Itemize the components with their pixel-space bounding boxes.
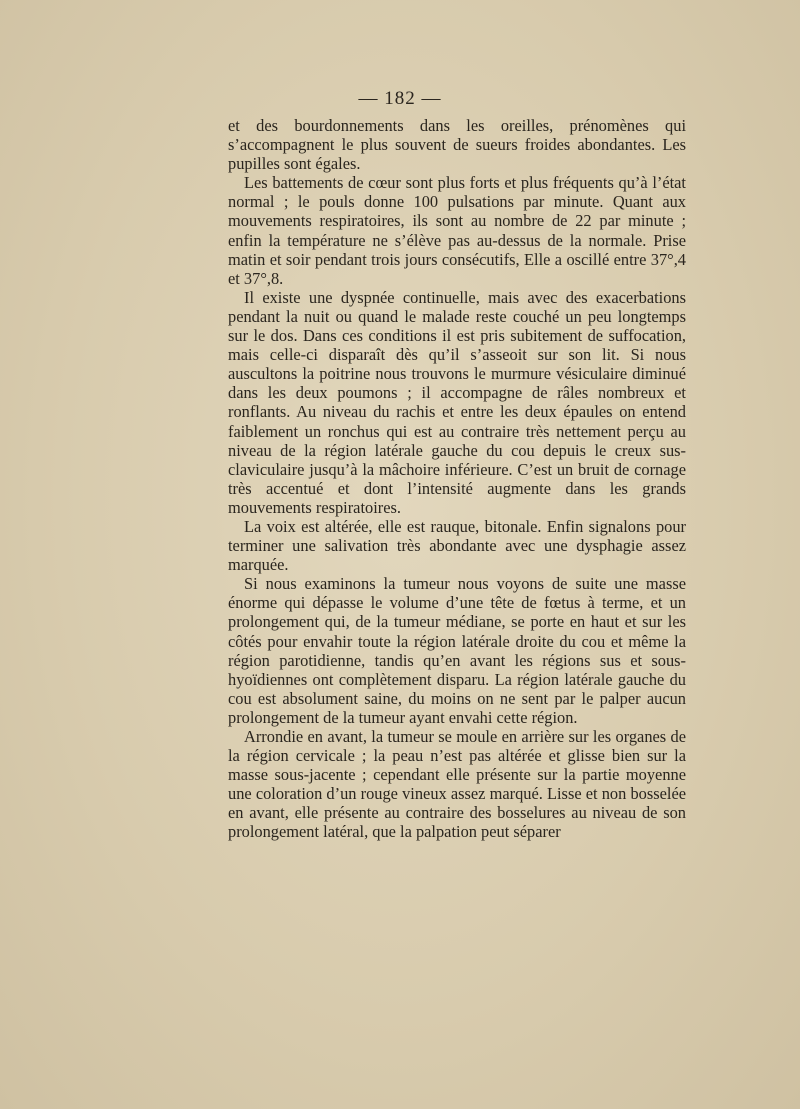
paragraph: Arrondie en avant, la tumeur se moule en arrière sur les organes de la région cervicale ; la peau n’est pas altérée et glisse bien sur la masse sous-jacente ; cependant elle présente sur la partie moyenne une coloration d’un rouge vineux assez marqué. Lisse et non bosselée en avant, elle présente au contraire des bosselures au niveau de son prolongement latéral, que la palpation peut séparer [228,727,686,842]
paragraph: Les battements de cœur sont plus forts et plus fréquents qu’à l’état normal ; le pouls donne 100 pulsations par minute. Quant aux mouvements respiratoires, ils sont au nombre de 22 par minute ; enfin la température ne s’élève pas au-dessus de la normale. Prise matin et soir pendant trois jours consécutifs, Elle a oscillé entre 37°,4 et 37°,8. [228,173,686,288]
body-text [228,116,686,842]
paragraph: Si nous examinons la tumeur nous voyons de suite une masse énorme qui dépasse le volume d’une tête de fœtus à terme, et un prolongement qui, de la tumeur médiane, se porte en haut et sur les côtés pour envahir toute la région latérale droite du cou et même la région parotidienne, tandis qu’en avant les régions sus et sous-hyoïdiennes ont complètement disparu. La région latérale gauche du cou est absolument saine, du moins on ne sent par le palper aucun prolongement de la tumeur ayant envahi cette région. [228,574,686,727]
paragraph: Il existe une dyspnée continuelle, mais avec des exacerbations pendant la nuit ou quand le malade reste couché un peu longtemps sur le dos. Dans ces conditions il est pris subitement de suffocation, mais celle-ci disparaît dès qu’il s’asseoit sur son lit. Si nous auscultons la poitrine nous trouvons le murmure vésiculaire diminué dans les deux poumons ; il accompagne de râles nombreux et ronflants. Au niveau du rachis et entre les deux épaules on entend faiblement un ronchus qui est au contraire très nettement perçu au niveau de la région latérale gauche du cou depuis le creux sus-claviculaire jusqu’à la mâchoire inférieure. C’est un bruit de cornage très accentué et dont l’intensité augmente dans les grands mouvements respiratoires. [228,287,686,517]
page-number: — 182 — [358,88,442,109]
paragraph: et des bourdonnements dans les oreilles, prénomènes qui s’accompagnent le plus souvent de sueurs froides abondantes. Les pupilles sont égales. [228,116,686,174]
paragraph: La voix est altérée, elle est rauque, bitonale. Enfin signalons pour terminer une salivation très abondante avec une dysphagie assez marquée. [228,516,686,575]
